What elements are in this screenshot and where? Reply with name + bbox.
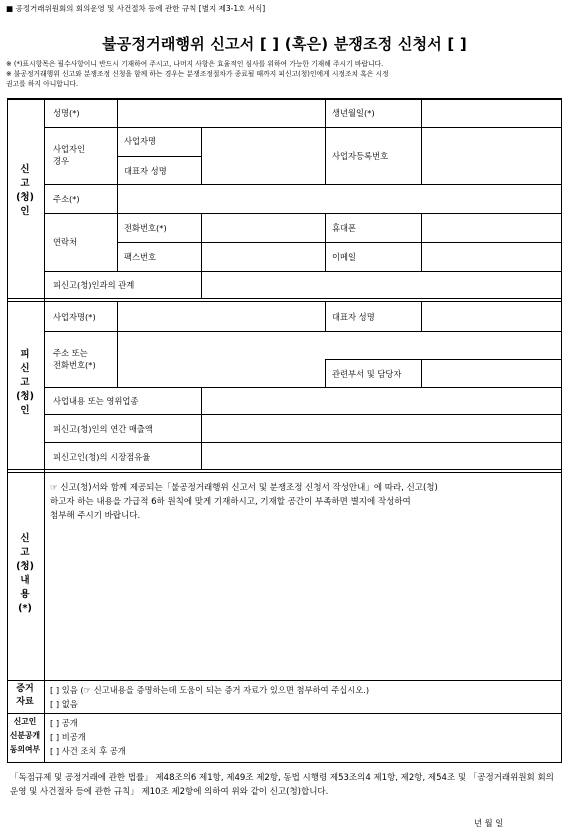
reporter-rep-name-label: 대표자 성명	[124, 166, 167, 176]
mobile-label: 휴대폰	[332, 223, 357, 233]
reporter-section-label: 신 고 (청) 인	[16, 164, 34, 217]
note-2: ※ 불공정거래행위 신고와 분쟁조정 신청을 함께 하는 경우는 분쟁조정절차가 종료될 때까지 피신고(청)인에게 시정조치 혹은 시정	[6, 70, 389, 78]
form-header: ■ 공정거래위원회의 회의운영 및 사건절차 등에 관한 규칙 [별지 제3-1호 서식]	[6, 4, 266, 13]
reporter-business-name-label: 사업자명	[124, 136, 157, 146]
reporter-birth-label: 생년월일(*)	[332, 108, 375, 118]
section-separator	[7, 301, 562, 302]
side-column-divider	[44, 98, 45, 763]
phone-label: 전화번호(*)	[124, 223, 167, 233]
email-label: 이메일	[332, 252, 357, 262]
biz-reg-no-label: 사업자등록번호	[332, 151, 389, 161]
declaration-text: 「독점규제 및 공정거래에 관한 법률」 제48조의6 제1항, 제49조 제2항, 동법 시행령 제53조의4 제1항, 제2항, 제54조 및 「공정거래위원회 회의 운영 및 사건절차 등에 관한 규칙」 제10조 제2항에 의하여 위와 같이 신고(청)합니다.	[10, 773, 554, 797]
dept-label: 관련부서 및 담당자	[332, 369, 402, 379]
section-separator	[7, 298, 562, 299]
section-separator	[7, 469, 562, 470]
table-right-border	[561, 98, 562, 763]
section-separator	[7, 472, 562, 473]
business-case-label: 사업자인 경우	[53, 144, 86, 166]
annual-sales-label: 피신고(청)인의 연간 매출액	[53, 424, 153, 434]
disclosure-public-option[interactable]: [ ] 공개	[50, 718, 78, 728]
respondent-section-label: 피 신 고 (청) 인	[16, 349, 34, 416]
date-field: 년 월 일	[474, 818, 504, 828]
table-top-border	[7, 98, 562, 100]
disclosure-section-label: 신고인 신분공개 동의여부	[9, 717, 41, 754]
evidence-section-label: 증거 자료	[16, 684, 34, 707]
table-bottom-border	[7, 762, 562, 763]
reporter-name-label: 성명(*)	[53, 108, 80, 118]
disclosure-after-option[interactable]: [ ] 사건 조치 후 공개	[50, 746, 126, 756]
form-title: 불공정거래행위 신고서 [ ] (혹은) 분쟁조정 신청서 [ ]	[102, 35, 467, 53]
business-type-label: 사업내용 또는 영위업종	[53, 396, 139, 406]
reporter-address-label: 주소(*)	[53, 194, 80, 204]
note-3: 권고를 하지 아니합니다.	[6, 80, 79, 88]
respondent-address-label: 주소 또는 전화번호(*)	[53, 348, 96, 370]
contact-label: 연락처	[53, 237, 78, 247]
table-left-border	[7, 98, 8, 763]
evidence-yes-option[interactable]: [ ] 있음 (☞ 신고내용을 증명하는데 도움이 되는 증거 자료가 있으면 첨부하여 주십시오.)	[50, 685, 370, 695]
respondent-business-name-label: 사업자명(*)	[53, 312, 96, 322]
relation-label: 피신고(청)인과의 관계	[53, 280, 135, 290]
note-1: ※ (*)표시항목은 필수사항이니 반드시 기재하여 주시고, 나머지 사항은 효율적인 심사를 위하여 가능한 기재해 주시기 바랍니다.	[6, 60, 384, 68]
evidence-no-option[interactable]: [ ] 없음	[50, 699, 78, 709]
respondent-rep-name-label: 대표자 성명	[332, 312, 375, 322]
fax-label: 팩스번호	[124, 252, 157, 262]
content-guide: ☞ 신고(청)서와 함께 제공되는「불공정거래행위 신고서 및 분쟁조정 신청서 작성안내」에 따라, 신고(청) 하고자 하는 내용을 가급적 6하 원칙에 맞게 기재하시고, 기재할 공간이 부족하면 별지에 작성하여 첨부해 주시기 바랍니다.	[50, 483, 438, 521]
disclosure-private-option[interactable]: [ ] 비공개	[50, 732, 86, 742]
content-section-label: 신 고 (청) 내 용 (*)	[16, 533, 34, 614]
market-share-label: 피신고인(청)의 시장점유율	[53, 452, 151, 462]
